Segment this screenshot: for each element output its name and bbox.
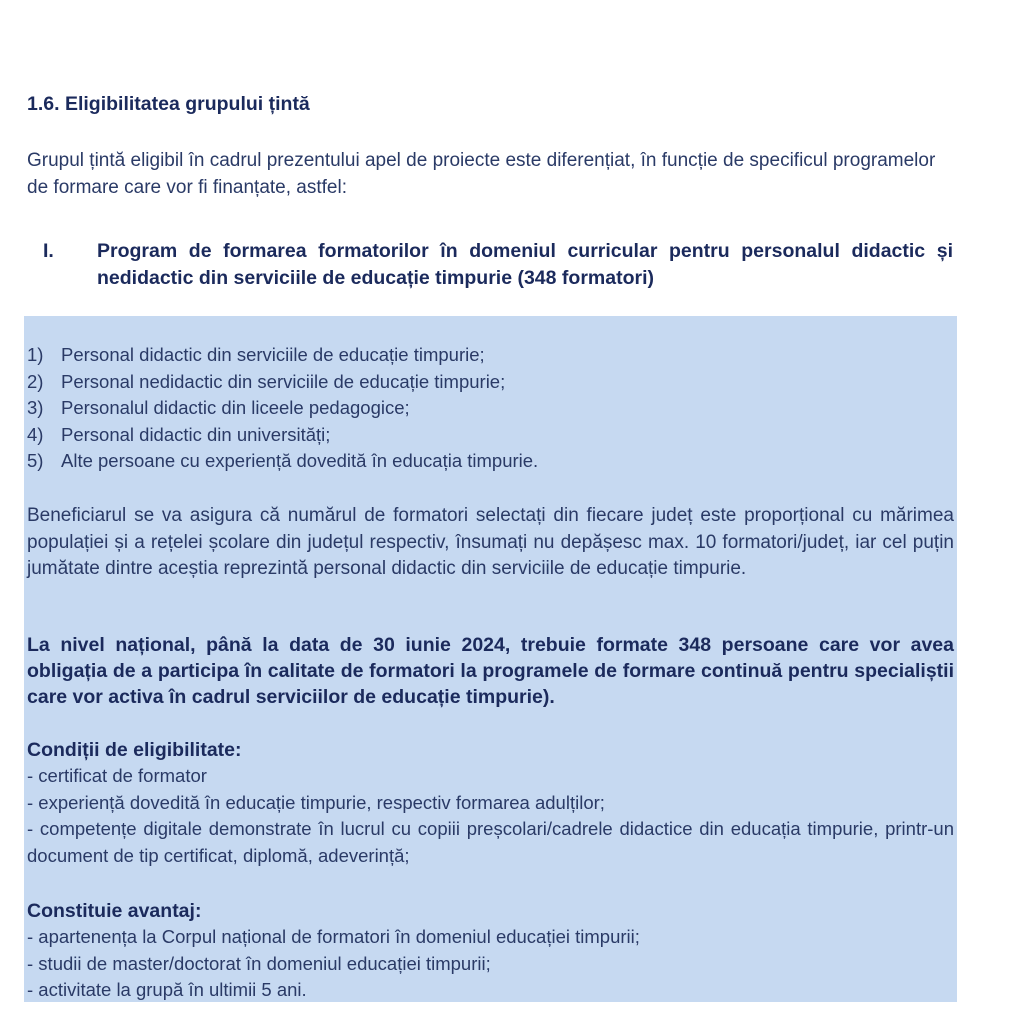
eligibility-conditions [27,737,954,869]
list-item: 1) Personal didactic din serviciile de educație timpurie; [27,344,485,365]
target-group-list [27,342,947,475]
condition-item: - certificat de formator [27,765,207,786]
advantages [27,898,954,1004]
intro-paragraph: Grupul țintă eligibil în cadrul prezentului apel de proiecte este diferențiat, în funcție de specificul programelor de formare care vor fi finanțate, astfel: [27,150,936,198]
condition-item: - competențe digitale demonstrate în lucrul cu copiii preșcolari/cadrele didactice din educația timpurie, printr-un document de tip certificat, diplomă, adeverință; [27,818,954,866]
list-item: 4) Personal didactic din universități; [27,423,331,445]
conditions-title: Condiții de eligibilitate: [27,739,242,761]
program-number: I. [43,240,54,262]
program-title: Program de formarea formatorilor în domeniul curricular pentru personalul didactic și nedidactic din serviciile de educație timpurie (348 formatori) [97,240,953,289]
advantage-item: - activitate la grupă în ultimii 5 ani. [27,979,307,1000]
beneficiary-paragraph: Beneficiarul se va asigura că numărul de formatori selectați din fiecare județ este proporțional cu mărimea populației și a rețelei școlare din județul respectiv, însumați nu depășesc max. 10 formatori/județ, iar cel puțin jumătate dintre aceștia reprezintă personal didactic din serviciile de educație timpurie. [27,505,954,579]
section-title: 1.6. Eligibilitatea grupului țintă [27,93,310,115]
advantage-item: - apartenența la Corpul național de formatori în domeniul educației timpurii; [27,926,640,947]
list-item: 2) Personal nedidactic din serviciile de educație timpurie; [27,370,506,392]
advantages-title: Constituie avantaj: [27,900,202,922]
advantage-item: - studii de master/doctorat în domeniul educației timpurii; [27,952,491,974]
list-item: 5) Alte persoane cu experiență dovedită în educația timpurie. [27,450,539,471]
list-item: 3) Personalul didactic din liceele pedagogice; [27,397,410,418]
condition-item: - experiență dovedită în educație timpurie, respectiv formarea adulților; [27,791,605,813]
national-paragraph: La nivel național, până la data de 30 iunie 2024, trebuie formate 348 persoane care vor avea obligația de a participa în calitate de formatori la programele de formare continuă pentru specialiștii care vor activa în cadrul serviciilor de educație timpurie). [27,634,954,708]
